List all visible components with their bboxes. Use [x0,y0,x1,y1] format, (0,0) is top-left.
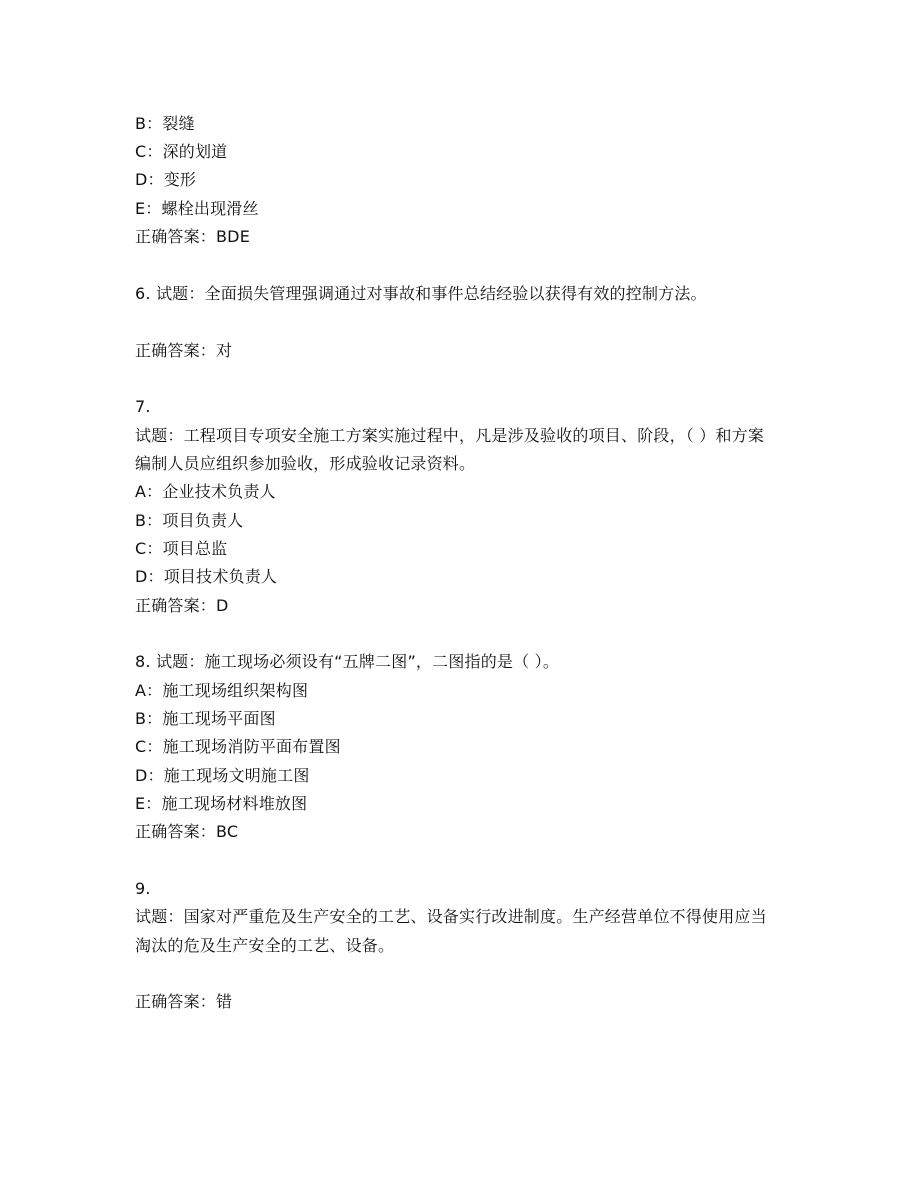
q5-option-d: D：变形 [135,170,197,189]
q7-number: 7. [135,397,151,416]
q8-option-e: E：施工现场材料堆放图 [135,794,308,813]
q9-stem-line2: 淘汰的危及生产安全的工艺、设备。 [135,936,395,955]
q8-option-a: A：施工现场组织架构图 [135,681,309,700]
q9-number: 9. [135,879,151,898]
q8-option-b: B：施工现场平面图 [135,709,276,728]
q8-answer: 正确答案：BC [135,822,239,841]
q8-option-d: D：施工现场文明施工图 [135,766,310,785]
q7-stem-line1: 试题：工程项目专项安全施工方案实施过程中，凡是涉及验收的项目、阶段，（ ）和方案 [135,426,765,445]
q6-stem: 6. 试题：全面损失管理强调通过对事故和事件总结经验以获得有效的控制方法。 [135,284,707,303]
q9-stem-line1: 试题：国家对严重危及生产安全的工艺、设备实行改进制度。生产经营单位不得使用应当 [135,907,767,926]
q7-option-c: C：项目总监 [135,539,228,558]
q8-stem: 8. 试题：施工现场必须设有“五牌二图”，二图指的是（ ）。 [135,652,560,671]
q7-option-b: B：项目负责人 [135,511,244,530]
q8-option-c: C：施工现场消防平面布置图 [135,737,341,756]
q5-option-e: E：螺栓出现滑丝 [135,199,259,218]
q7-answer: 正确答案：D [135,596,229,615]
q5-answer: 正确答案：BDE [135,227,251,246]
q5-option-c: C：深的划道 [135,142,228,161]
q7-option-d: D：项目技术负责人 [135,567,278,586]
q6-answer: 正确答案：对 [135,341,233,360]
q7-stem-line2: 编制人员应组织参加验收，形成验收记录资料。 [135,454,476,473]
q5-option-b: B：裂缝 [135,114,195,133]
q9-answer: 正确答案：错 [135,992,233,1011]
q7-option-a: A：企业技术负责人 [135,482,276,501]
